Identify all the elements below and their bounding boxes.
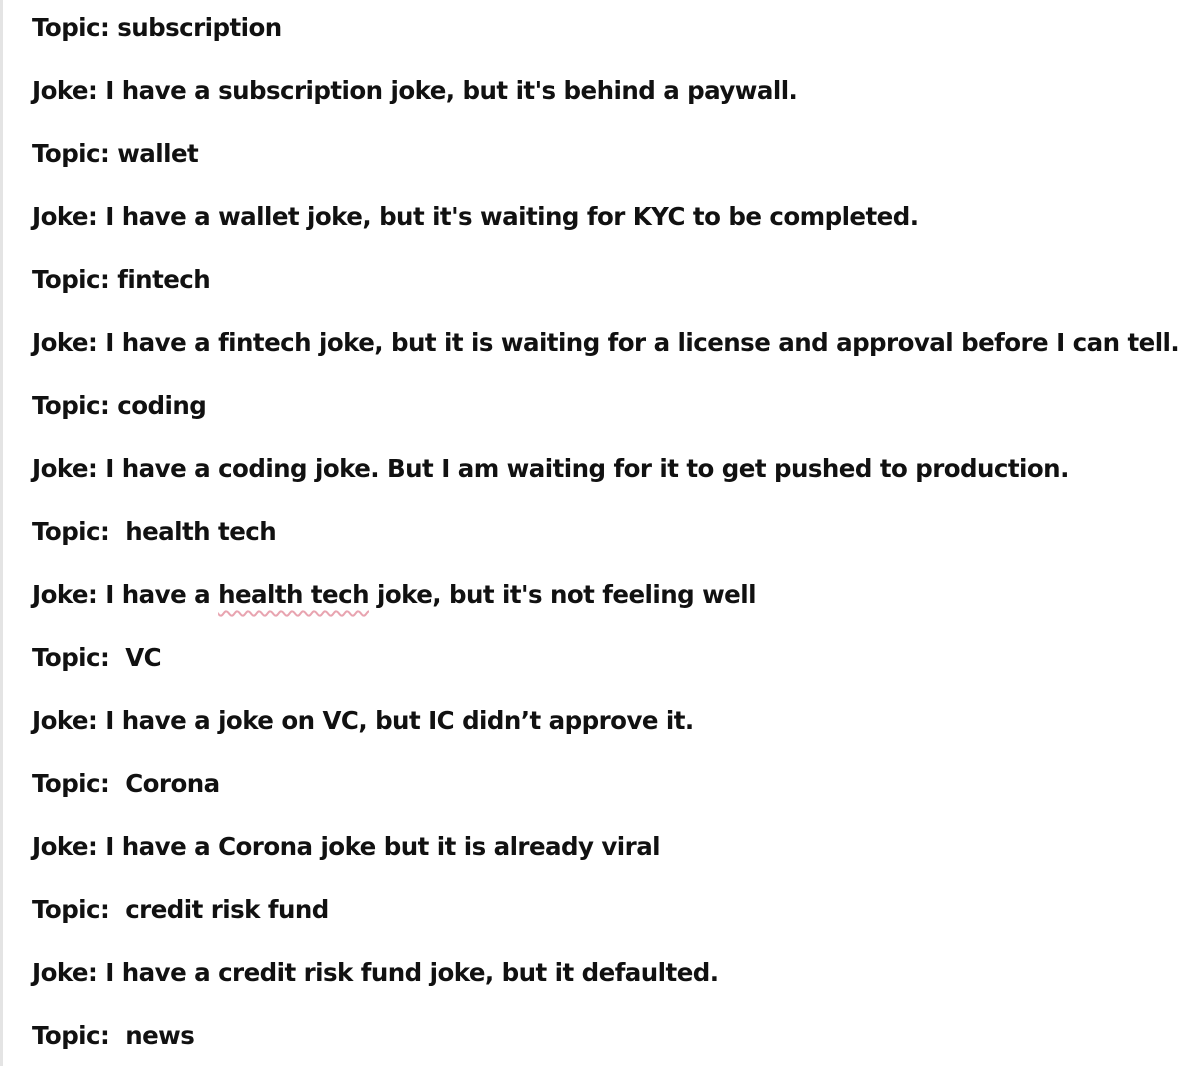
topic-line-credit-risk-fund[interactable]: Topic: credit risk fund <box>32 895 329 924</box>
joke-line-fintech[interactable]: Joke: I have a fintech joke, but it is waiting for a license and approval before I can tell. <box>32 328 1180 357</box>
joke-line-vc[interactable]: Joke: I have a joke on VC, but IC didn’t approve it. <box>32 706 694 735</box>
spellcheck-flagged-word[interactable]: health tech <box>218 580 369 609</box>
editor-left-border <box>0 0 3 1066</box>
joke-line-corona[interactable]: Joke: I have a Corona joke but it is already viral <box>32 832 661 861</box>
joke-text-after: joke, but it's not feeling well <box>369 580 756 609</box>
topic-line-corona[interactable]: Topic: Corona <box>32 769 220 798</box>
joke-text-before: Joke: I have a <box>32 580 219 609</box>
topic-line-wallet[interactable]: Topic: wallet <box>32 139 199 168</box>
topic-line-subscription[interactable]: Topic: subscription <box>32 13 282 42</box>
topic-line-fintech[interactable]: Topic: fintech <box>32 265 211 294</box>
joke-line-wallet[interactable]: Joke: I have a wallet joke, but it's waiting for KYC to be completed. <box>32 202 919 231</box>
topic-line-vc[interactable]: Topic: VC <box>32 643 162 672</box>
joke-line-subscription[interactable]: Joke: I have a subscription joke, but it's behind a paywall. <box>32 76 798 105</box>
joke-line-credit-risk-fund[interactable]: Joke: I have a credit risk fund joke, but it defaulted. <box>32 958 719 987</box>
joke-line-health-tech[interactable] <box>32 575 756 615</box>
joke-line-coding[interactable]: Joke: I have a coding joke. But I am waiting for it to get pushed to production. <box>32 454 1069 483</box>
topic-line-health-tech[interactable]: Topic: health tech <box>32 517 277 546</box>
topic-line-news[interactable]: Topic: news <box>32 1021 195 1050</box>
topic-line-coding[interactable]: Topic: coding <box>32 391 207 420</box>
